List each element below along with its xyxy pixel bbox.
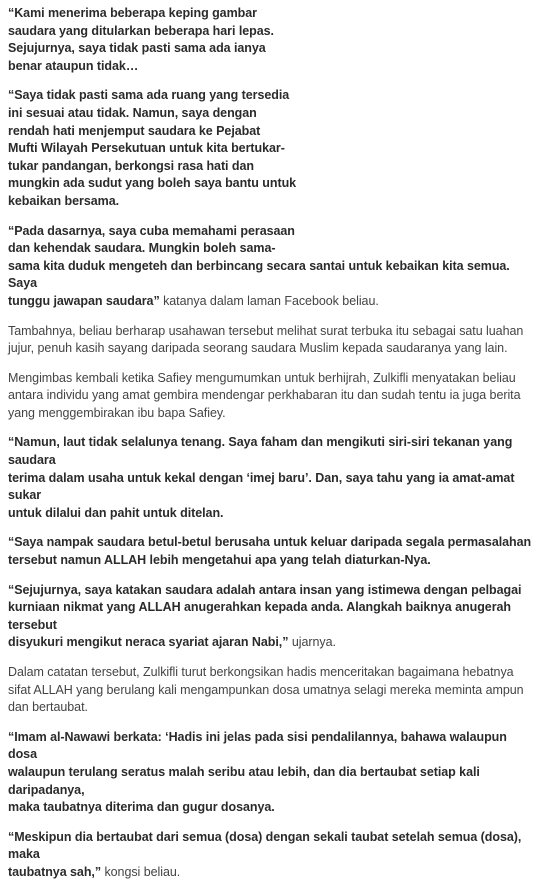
p5-line-1: Mengimbas kembali ketika Safiey mengumumkan untuk berhijrah, Zulkifli menyatakan beliau (8, 370, 516, 385)
p1-line-4: benar ataupun tidak… (8, 58, 139, 73)
p5-line-2: antara individu yang amat gembira mendengar perkhabaran itu dan sudah tentu ia juga berita (8, 388, 521, 403)
p8-line-1: “Sejujurnya, saya katakan saudara adalah antara insan yang istimewa dengan pelbagai (8, 582, 522, 597)
paragraph-6 (8, 434, 536, 522)
p10-line-2: walaupun terulang seratus malah seribu atau lebih, dan dia bertaubat setiap kali daripadanya, (8, 764, 480, 797)
paragraph-3 (8, 223, 536, 311)
p2-line-2: ini sesuai atau tidak. Namun, saya dengan (8, 105, 257, 120)
p3-line-3: sama kita duduk mengeteh dan berbincang secara santai untuk kebaikan kita semua. Saya (8, 258, 510, 291)
p1-line-3: Sejujurnya, saya tidak pasti sama ada ianya (8, 41, 266, 56)
p11-line-1: “Meskipun dia bertaubat dari semua (dosa) dengan sekali taubat setelah semua (dosa), maka (8, 829, 522, 862)
p8-quote-end: disyukuri mengikut neraca syariat ajaran Nabi,” (8, 635, 289, 650)
p6-line-3: untuk dilalui dan pahit untuk ditelan. (8, 505, 224, 520)
p4-line-1: Tambahnya, beliau berharap usahawan tersebut melihat surat terbuka itu sebagai satu luahan (8, 323, 524, 338)
paragraph-9 (8, 664, 536, 717)
p4-line-2: jujur, penuh kasih sayang daripada seorang saudara Muslim kepada saudaranya yang lain. (8, 341, 508, 356)
p5-line-3: yang menggembirakan ibu bapa Safiey. (8, 405, 226, 420)
p8-attribution: ujarnya. (288, 635, 336, 650)
p6-line-1: “Namun, laut tidak selalunya tenang. Saya faham dan mengikuti siri-siri tekanan yang saudara (8, 435, 513, 468)
p11-attribution: kongsi beliau. (101, 864, 181, 879)
p1-line-2: saudara yang ditularkan beberapa hari lepas. (8, 23, 274, 38)
p10-line-1: “Imam al-Nawawi berkata: ‘Hadis ini jelas pada sisi pendalilannya, bahawa walaupun dosa (8, 729, 507, 762)
p8-line-2: kurniaan nikmat yang ALLAH anugerahkan kepada anda. Alangkah baiknya anugerah tersebut (8, 600, 511, 632)
p2-line-3: rendah hati menjemput saudara ke Pejabat (8, 123, 261, 138)
p9-line-3: dan bertaubat. (8, 700, 88, 715)
p3-line-2: dan kehendak saudara. Mungkin boleh sama- (8, 241, 276, 256)
p2-line-7: kebaikan bersama. (8, 193, 120, 208)
paragraph-10 (8, 729, 536, 817)
p11-line-2 (8, 864, 536, 882)
p7-line-1: “Saya nampak saudara betul-betul berusaha untuk keluar daripada segala permasalahan (8, 535, 532, 550)
paragraph-4 (8, 323, 536, 358)
p3-line-1: “Pada dasarnya, saya cuba memahami perasaan (8, 223, 295, 238)
paragraph-1 (8, 5, 298, 75)
p3-attribution: katanya dalam laman Facebook beliau. (159, 293, 379, 308)
paragraph-7 (8, 534, 536, 569)
p8-line-3 (8, 634, 536, 652)
p3-line-4 (8, 293, 536, 311)
paragraph-11 (8, 829, 536, 882)
paragraph-5 (8, 370, 536, 423)
p2-line-6: mungkin ada sudut yang boleh saya bantu untuk (8, 176, 297, 191)
p3-quote-end: tunggu jawapan saudara” (8, 293, 160, 308)
p6-line-2: terima dalam usaha untuk kekal dengan ‘imej baru’. Dan, saya tahu yang ia amat-amat sukar (8, 470, 515, 503)
p7-line-2: tersebut namun ALLAH lebih mengetahui apa yang telah diaturkan-Nya. (8, 553, 431, 568)
p1-line-1: “Kami menerima beberapa keping gambar (8, 6, 257, 20)
p9-line-2: sifat ALLAH yang berulang kali mengampunkan dosa umatnya selagi mereka meminta ampun (8, 682, 524, 697)
paragraph-2 (8, 87, 298, 210)
p10-line-3: maka taubatnya diterima dan gugur dosanya. (8, 800, 275, 815)
p2-line-4: Mufti Wilayah Persekutuan untuk kita bertukar- (8, 141, 285, 156)
paragraph-8 (8, 582, 536, 652)
p2-line-5: tukar pandangan, berkongsi rasa hati dan (8, 158, 254, 173)
p9-line-1: Dalam catatan tersebut, Zulkifli turut berkongsikan hadis menceritakan bagaimana hebatnya (8, 665, 514, 679)
p2-line-1: “Saya tidak pasti sama ada ruang yang tersedia (8, 88, 290, 103)
p11-quote-end: taubatnya sah,” (8, 864, 102, 879)
